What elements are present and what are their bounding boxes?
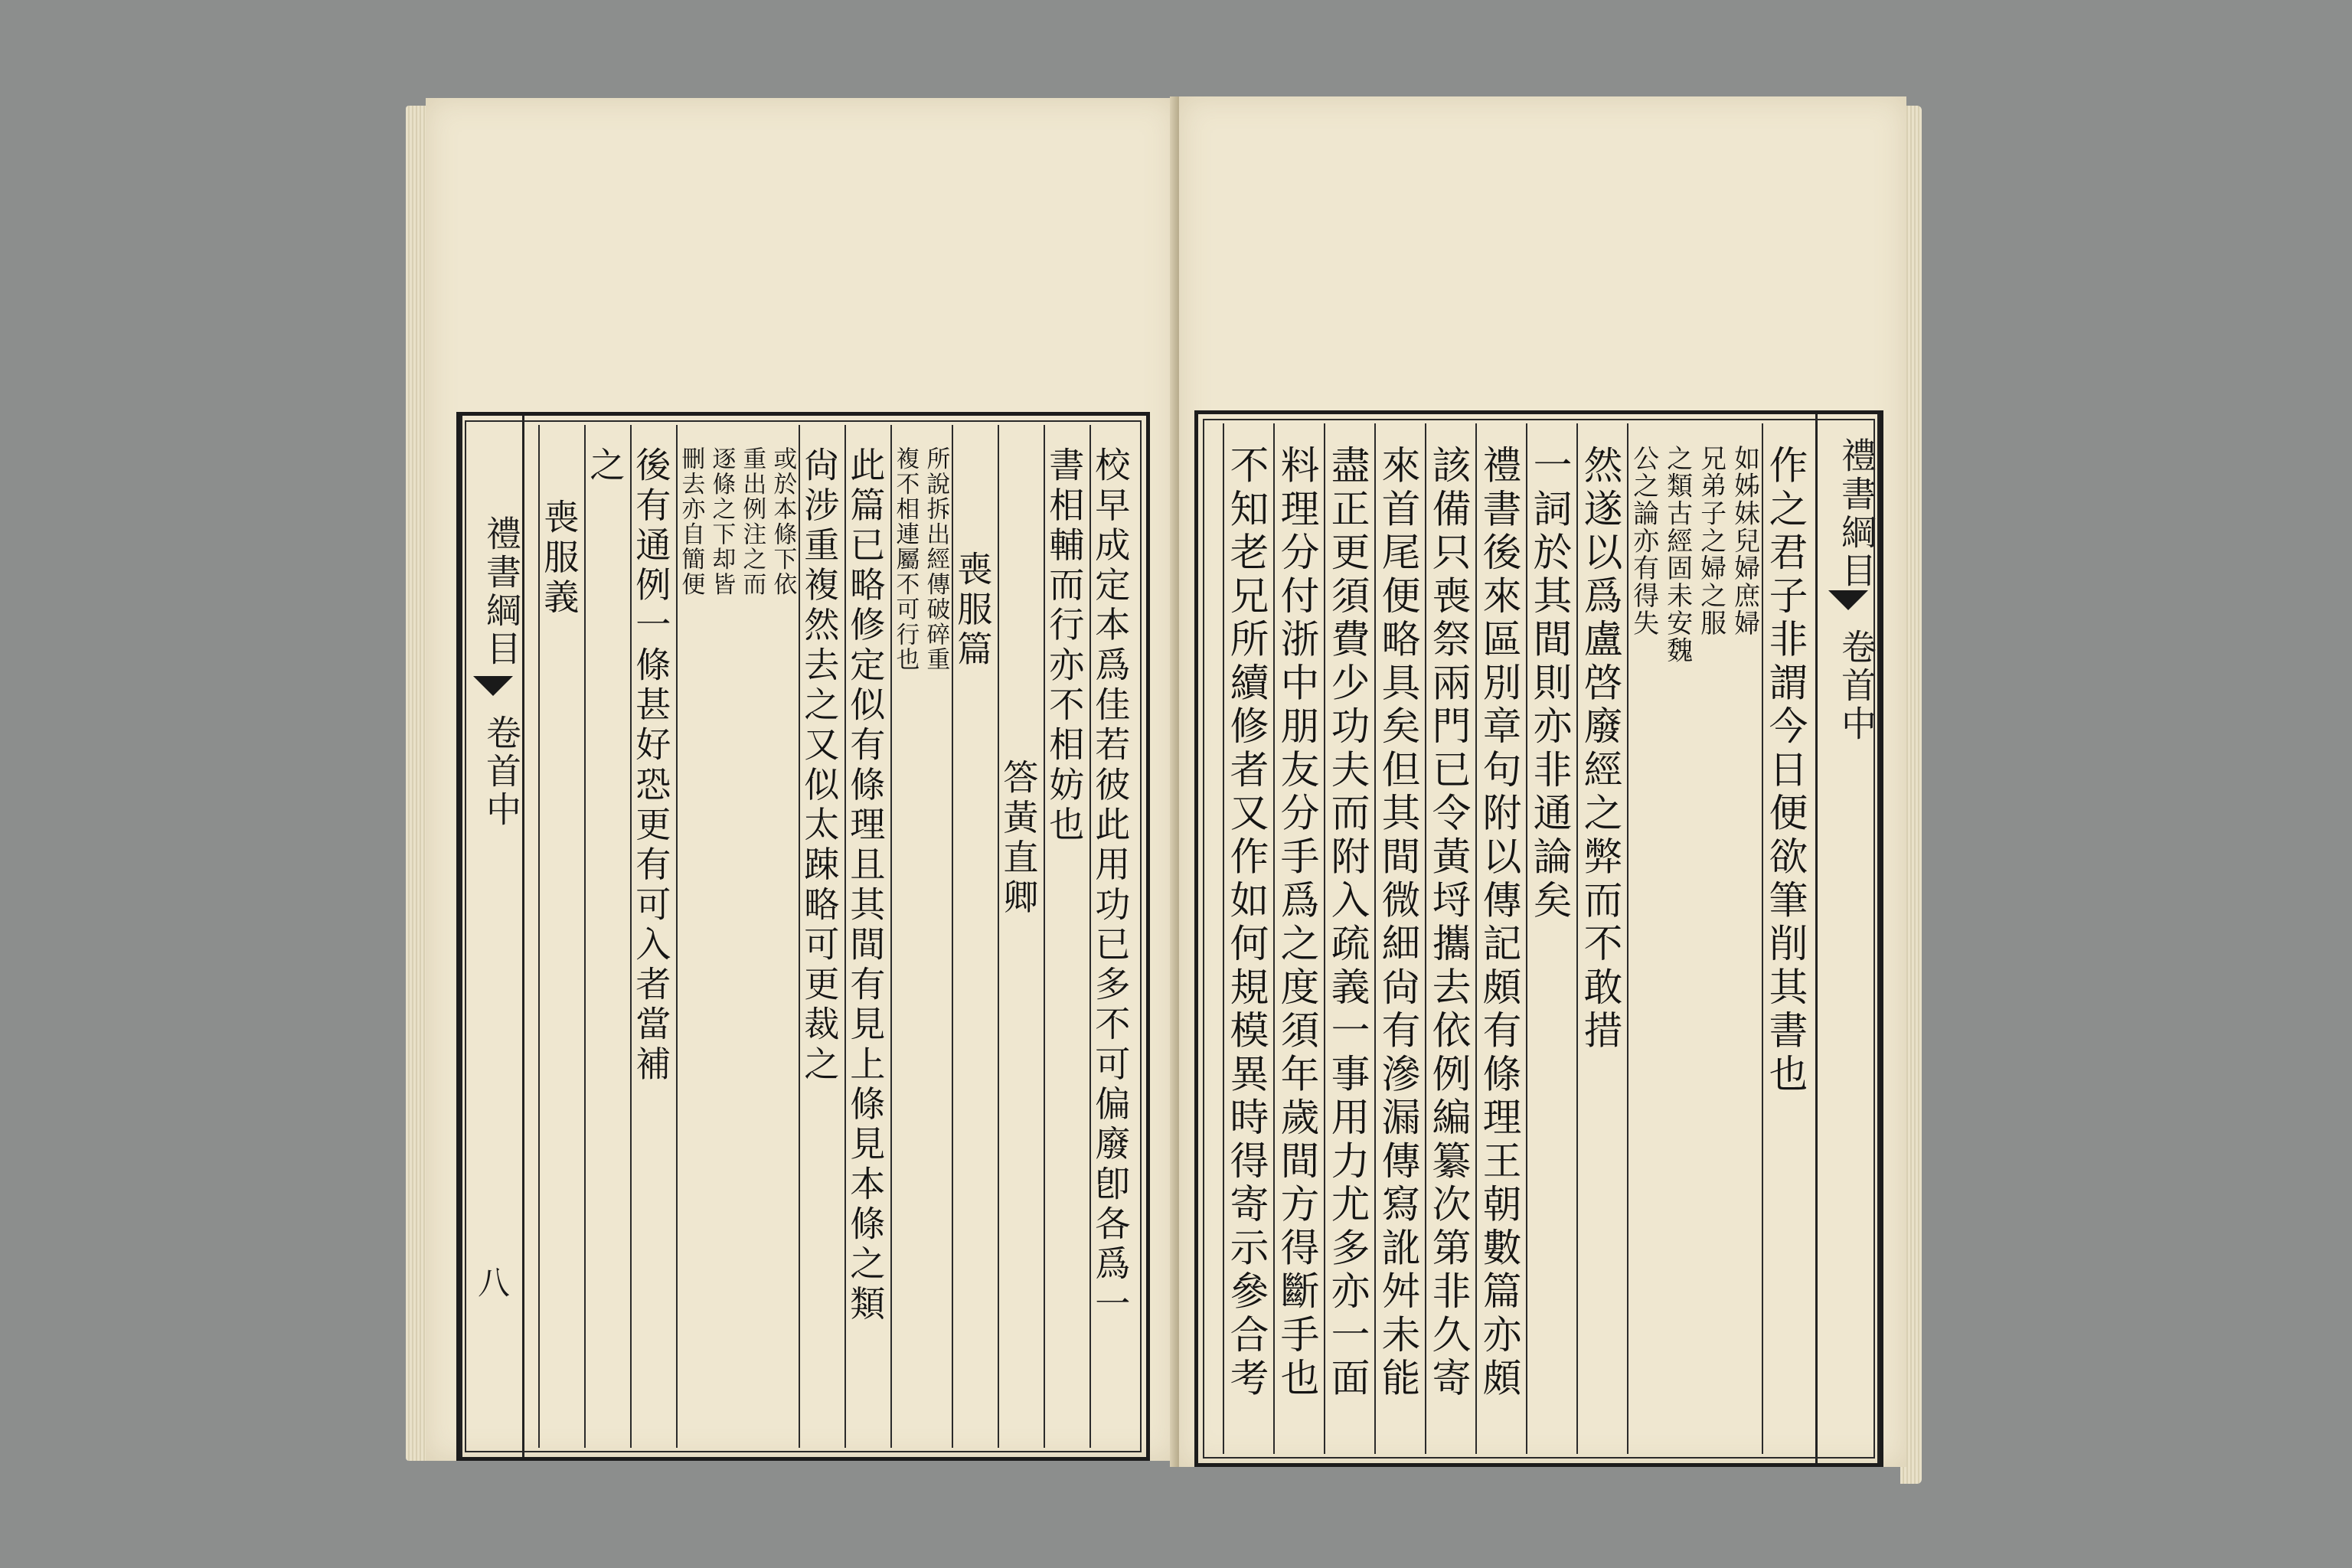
left-page-column-rule (538, 425, 540, 1448)
left-page-column-rule (952, 425, 953, 1448)
left-page-column-rule (584, 425, 586, 1448)
left-page-column-9: 或於本條下依 (769, 446, 797, 597)
right-page-column-rule (1374, 423, 1376, 1454)
right-page-margin-strip (1815, 414, 1880, 1463)
left-page-column-rule (799, 425, 800, 1448)
right-page-column-rule (1627, 423, 1628, 1454)
left-page-column-15: 喪服義 (538, 498, 580, 619)
right-page-column-11: 盡正更須費少功夫而附入疏義一事用力尤多亦一面 (1325, 445, 1370, 1401)
left-margin-title: 禮書綱目 (481, 515, 522, 668)
right-page-column-rule (1425, 423, 1426, 1454)
fishtail-icon (473, 676, 513, 696)
fishtail-icon (1828, 590, 1868, 610)
right-page-column-rule (1762, 423, 1763, 1454)
left-page-column-7: 此篇已略修定似有條理且其間有見上條見本條之類 (844, 446, 887, 1325)
left-page-column-4: 喪服篇 (952, 550, 994, 671)
right-page-column-rule (1223, 423, 1224, 1454)
left-margin-volume: 卷首中 (481, 714, 522, 829)
left-page-column-5: 所說拆出經傳破碎重 (922, 446, 950, 672)
left-page-column-8: 尙涉重複然去之又似太踈略可更裁之 (799, 446, 841, 1086)
right-page-column-3: 兄弟子之婦之服 (1696, 445, 1726, 637)
right-page-column-12: 料理分付浙中朋友分手爲之度須年歲間方得斷手也 (1274, 445, 1320, 1401)
left-page-column-rule (998, 425, 999, 1448)
right-page-column-rule (1526, 423, 1527, 1454)
left-page-column-rule (1044, 425, 1045, 1448)
left-text-frame (456, 412, 1150, 1461)
right-page-column-rule (1576, 423, 1578, 1454)
right-page-column-4: 之類古經固未安魏 (1662, 445, 1693, 665)
right-page-column-9: 該備只喪祭兩門已令黃埒攜去依例編纂次第非久寄 (1426, 445, 1472, 1401)
right-margin-title: 禮書綱目 (1836, 437, 1877, 590)
left-page-column-rule (890, 425, 892, 1448)
left-page-column-12: 刪去亦自簡便 (677, 446, 705, 597)
left-page (426, 98, 1176, 1461)
left-page-number: 八 (478, 1264, 511, 1302)
right-page-column-rule (1273, 423, 1275, 1454)
left-page-margin-strip (460, 416, 524, 1457)
right-page (1179, 96, 1906, 1467)
right-page-column-6: 然遂以爲盧啓廢經之弊而不敢措 (1577, 445, 1623, 1054)
right-page-column-2: 如姊妹兒婦庶婦 (1730, 445, 1760, 637)
right-page-column-10: 來首尾便略具矣但其間微細尙有滲漏傳寫訛舛未能 (1375, 445, 1421, 1401)
right-page-column-rule (1475, 423, 1477, 1454)
right-page-column-5: 公之論亦有得失 (1628, 445, 1659, 637)
left-page-column-11: 逐條之下却皆 (707, 446, 736, 597)
left-page-column-1: 校早成定本爲佳若彼此用功已多不可偏廢卽各爲一 (1089, 446, 1132, 1325)
right-page-column-1: 作之君子非謂今日便欲筆削其書也 (1762, 445, 1808, 1097)
left-page-column-14: 之 (584, 446, 626, 487)
right-text-frame (1194, 410, 1883, 1467)
left-page-column-rule (1089, 425, 1091, 1448)
right-page-column-13: 不知老兄所續修者又作如何規模異時得寄示參合考 (1223, 445, 1269, 1401)
right-margin-volume: 卷首中 (1836, 629, 1877, 743)
left-page-column-6: 複不相連屬不可行也 (891, 446, 920, 672)
left-page-column-2: 書相輔而行亦不相妨也 (1044, 446, 1086, 846)
right-page-column-8: 禮書後來區別章句附以傳記頗有條理王朝數篇亦頗 (1476, 445, 1522, 1401)
right-page-column-7: 一詞於其間則亦非通論矣 (1527, 445, 1573, 923)
left-page-column-rule (630, 425, 632, 1448)
left-page-column-rule (844, 425, 846, 1448)
left-page-column-13: 後有通例一條甚好恐更有可入者當補 (630, 446, 672, 1086)
left-page-column-10: 重出例注之而 (738, 446, 766, 597)
right-page-column-rule (1324, 423, 1325, 1454)
left-page-column-rule (676, 425, 678, 1448)
left-page-column-3: 答黃直卿 (998, 759, 1040, 919)
